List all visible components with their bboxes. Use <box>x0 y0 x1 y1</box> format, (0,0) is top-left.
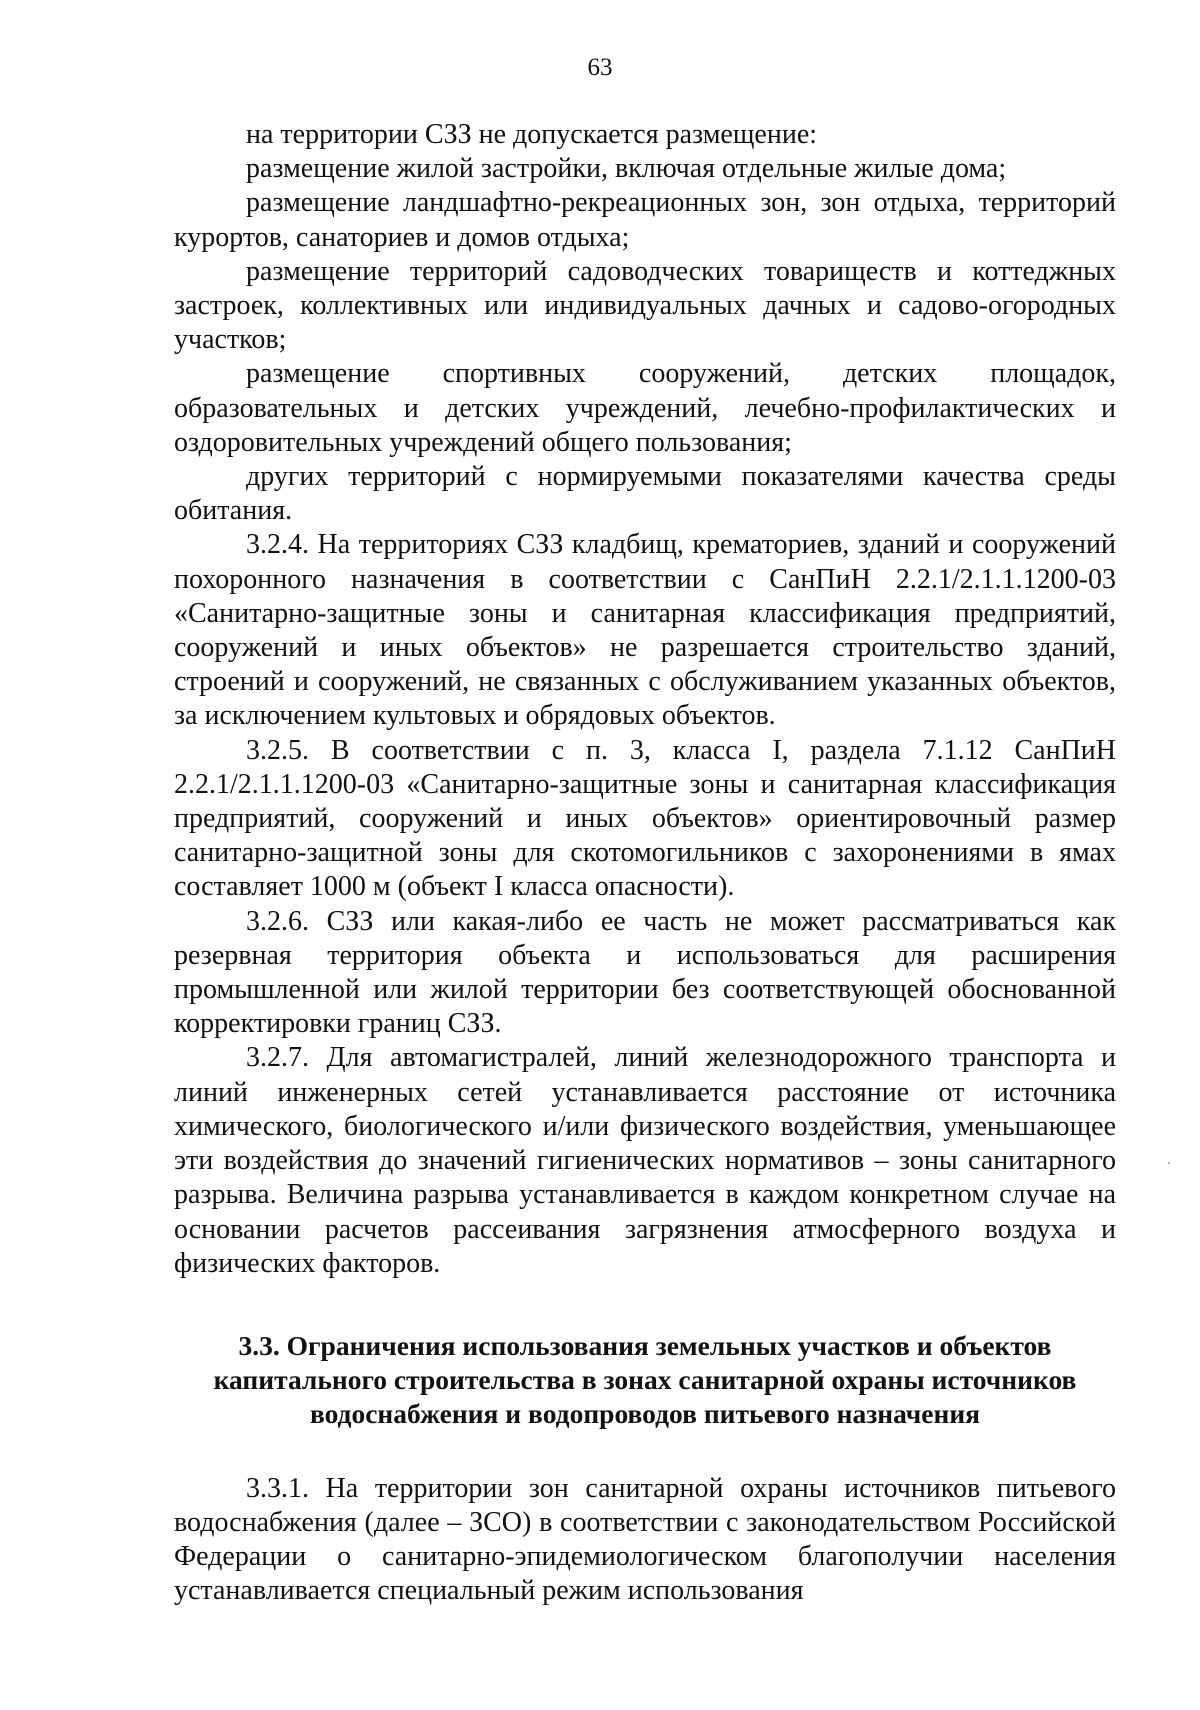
paragraph-other-territories: других территорий с нормируемыми показателями качества среды обитания. <box>174 461 1116 527</box>
section-heading-line: 3.3. Ограничения использования земельных участков и объектов <box>238 1329 1052 1361</box>
paragraph-3-2-6: 3.2.6. СЗЗ или какая-либо ее часть не может рассматриваться как резервная территория объекта и использоваться для расширения промышленной или жилой территории без соответствующей обоснованной корректировки границ СЗЗ. <box>174 905 1116 1040</box>
scan-speck <box>1168 1162 1170 1164</box>
paragraph-3-3-1: 3.3.1. На территории зон санитарной охраны источников питьевого водоснабжения (далее – ЗСО) в соответствии с законодательством Российской Федерации о санитарно-эпидемиологическом благополучии населения устанавливается специальный режим использования <box>174 1472 1116 1607</box>
paragraph-3-2-7: 3.2.7. Для автомагистралей, линий железнодорожного транспорта и линий инженерных сетей устанавливается расстояние от источника химического, биологического и/или физического воздействия, уменьшающее эти воздействия до значений гигиенических нормативов – зоны санитарного разрыва. Величина разрыва устанавливается в каждом конкретном случае на основании расчетов рассеивания загрязнения атмосферного воздуха и физических факторов. <box>174 1042 1116 1279</box>
paragraph-sports-placement: размещение спортивных сооружений, детских площадок, образовательных и детских учреждений, лечебно-профилактических и оздоровительных учреждений общего пользования; <box>174 358 1116 458</box>
document-body <box>174 118 1116 1608</box>
section-heading-line: капитального строительства в зонах санитарной охраны источников <box>213 1364 1077 1396</box>
section-heading-3-3 <box>174 1329 1116 1432</box>
paragraph-recreation-placement: размещение ландшафтно-рекреационных зон, зон отдыха, территорий курортов, санаториев и домов отдыха; <box>174 187 1116 253</box>
paragraph-3-2-5: 3.2.5. В соответствии с п. 3, класса I, раздела 7.1.12 СанПиН 2.2.1/2.1.1.1200-03 «Санитарно-защитные зоны и санитарная классификация предприятий, сооружений и иных объектов» ориентировочный размер санитарно-защитной зоны для скотомогильников с захоронениями в ямах составляет 1000 м (объект I класса опасности). <box>174 734 1116 903</box>
section-heading-line: водоснабжения и водопроводов питьевого назначения <box>309 1398 981 1430</box>
paragraph-residential-placement: размещение жилой застройки, включая отдельные жилые дома; <box>246 153 1007 185</box>
paragraph-szz-restrictions-intro: на территории СЗЗ не допускается размещение: <box>246 119 818 150</box>
paragraph-3-2-4: 3.2.4. На территориях СЗЗ кладбищ, крематориев, зданий и сооружений похоронного назначения в соответствии с СанПиН 2.2.1/2.1.1.1200-03 «Санитарно-защитные зоны и санитарная классификация предприятий, сооружений и иных объектов» не разрешается строительство зданий, строений и сооружений, не связанных с обслуживанием указанных объектов, за исключением культовых и обрядовых объектов. <box>174 529 1116 732</box>
page-number: 63 <box>587 54 613 81</box>
paragraph-garden-placement: размещение территорий садоводческих товариществ и коттеджных застроек, коллективных или индивидуальных дачных и садово-огородных участков; <box>174 255 1116 356</box>
